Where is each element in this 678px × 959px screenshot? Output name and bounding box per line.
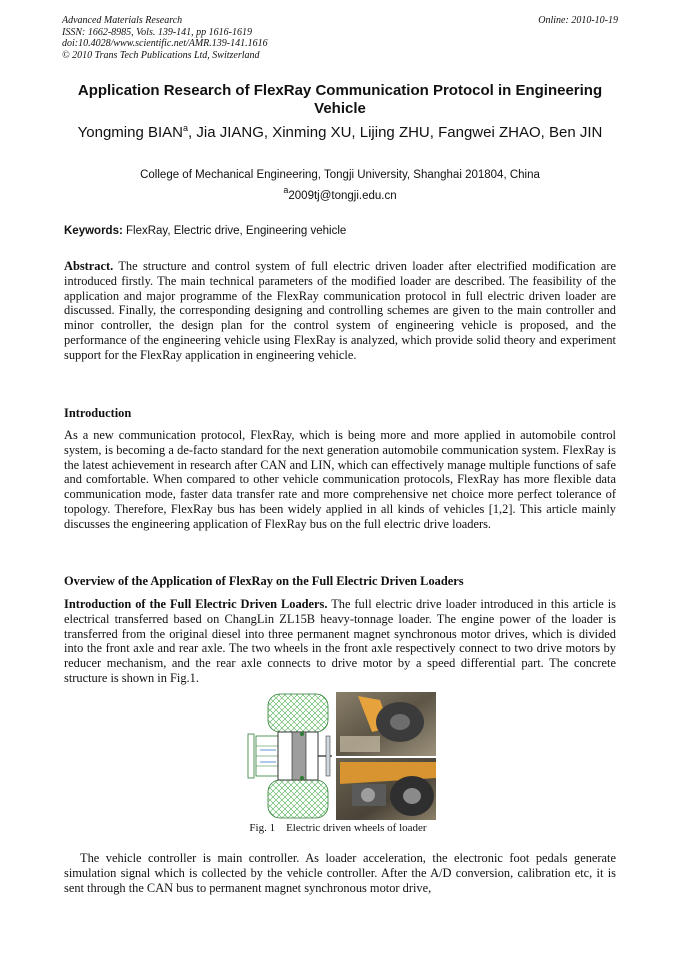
introduction-paragraph: As a new communication protocol, FlexRay, which is being more and more applied in automobile control system, is becoming a de-facto standard for the next generation automobile communication system. FlexRay is the latest achievement in research after CAN and LIN, which can effectively manage multiple functions of safe and comfortable. When compared to other vehicle communication protocols, FlexRay has more flexible data communication mode, faster data transfer rate and more comprehensive net choice more perfect tolerance of topology. Therefore, FlexRay bus has been widely applied in all kinds of vehicles [1,2]. This article mainly discusses the engineering application of FlexRay bus on the full electric drive loaders. <box>64 428 616 531</box>
keywords <box>64 224 618 238</box>
controller-paragraph: The vehicle controller is main controller. As loader acceleration, the electronic foot pedals generate simulation signal which is collected by the vehicle controller. After the A/D conversion, calibration etc, it is sent through the CAN bus to permanent magnet synchronous motor drive, <box>64 851 616 895</box>
journal-name: Advanced Materials Research <box>62 15 183 26</box>
paper-title: Application Research of FlexRay Communication Protocol in Engineering Vehicle <box>77 82 603 117</box>
author-affiliation-mark: a <box>183 123 189 133</box>
author-list <box>62 123 618 142</box>
abstract-text: The structure and control system of full electric driven loader after electrified modification are introduced firstly. The main technical parameters of the modified loader are described. The feasibility of the application and major programme of the FlexRay communication protocol in full electric driven loader are discussed. Finally, the corresponding designing and controlling schemes are given to the main controller and minor controller, the design plan for the control system of engineering vehicle is proposed, and the performance of the engineering vehicle using FlexRay is analyzed, which provide solid theory and experiment support for the FlexRay application in engineering vehicle. <box>64 259 616 362</box>
figure-1 <box>240 692 436 820</box>
email-mark: a <box>283 185 289 195</box>
overview-subheading: Introduction of the Full Electric Driven Loaders. <box>64 597 328 611</box>
journal-copyright: © 2010 Trans Tech Publications Ltd, Switzerland <box>62 49 260 61</box>
abstract-label: Abstract. <box>64 259 114 273</box>
overview-text: The full electric drive loader introduced in this article is electrical transferred based on ChangLin ZL15B heavy-tonnage loader. The engine power of the loader is transferred from the original diesel into three permanent magnet synchronous motor drives, which is divided into the front axle and rear axle. The two wheels in the front axle respectively connect to two drive motors by reducer mechanism, and the rear axle connects to drive motor by a speed differential part. The concrete structure is shown in Fig.1. <box>64 597 616 685</box>
journal-doi[interactable]: doi:10.4028/www.scientific.net/AMR.139-141.1616 <box>62 38 268 50</box>
keywords-label: Keywords: <box>64 225 123 237</box>
overview-paragraph <box>64 597 616 686</box>
figure-1-image <box>240 692 436 820</box>
journal-issn: ISSN: 1662-8985, Vols. 139-141, pp 1616-1619 <box>62 26 252 38</box>
contact-email <box>62 185 618 203</box>
keywords-text: FlexRay, Electric drive, Engineering vehicle <box>122 225 347 237</box>
overview-heading: Overview of the Application of FlexRay on the Full Electric Driven Loaders <box>64 574 464 588</box>
figure-1-caption: Fig. 1 Electric driven wheels of loader <box>249 822 427 834</box>
abstract <box>64 259 616 363</box>
email-address[interactable]: 2009tj@tongji.edu.cn <box>288 190 397 202</box>
other-authors: , Jia JIANG, Xinming XU, Lijing ZHU, Fangwei ZHAO, Ben JIN <box>188 124 603 141</box>
online-date: Online: 2010-10-19 <box>538 15 618 26</box>
drive-schematic <box>248 694 332 818</box>
affiliation: College of Mechanical Engineering, Tongji University, Shanghai 201804, China <box>140 169 540 181</box>
loader-photo-bottom <box>336 758 436 820</box>
introduction-heading: Introduction <box>64 406 132 420</box>
journal-header <box>62 15 618 61</box>
loader-photo-top <box>336 692 436 756</box>
first-author: Yongming BIAN <box>77 124 184 141</box>
